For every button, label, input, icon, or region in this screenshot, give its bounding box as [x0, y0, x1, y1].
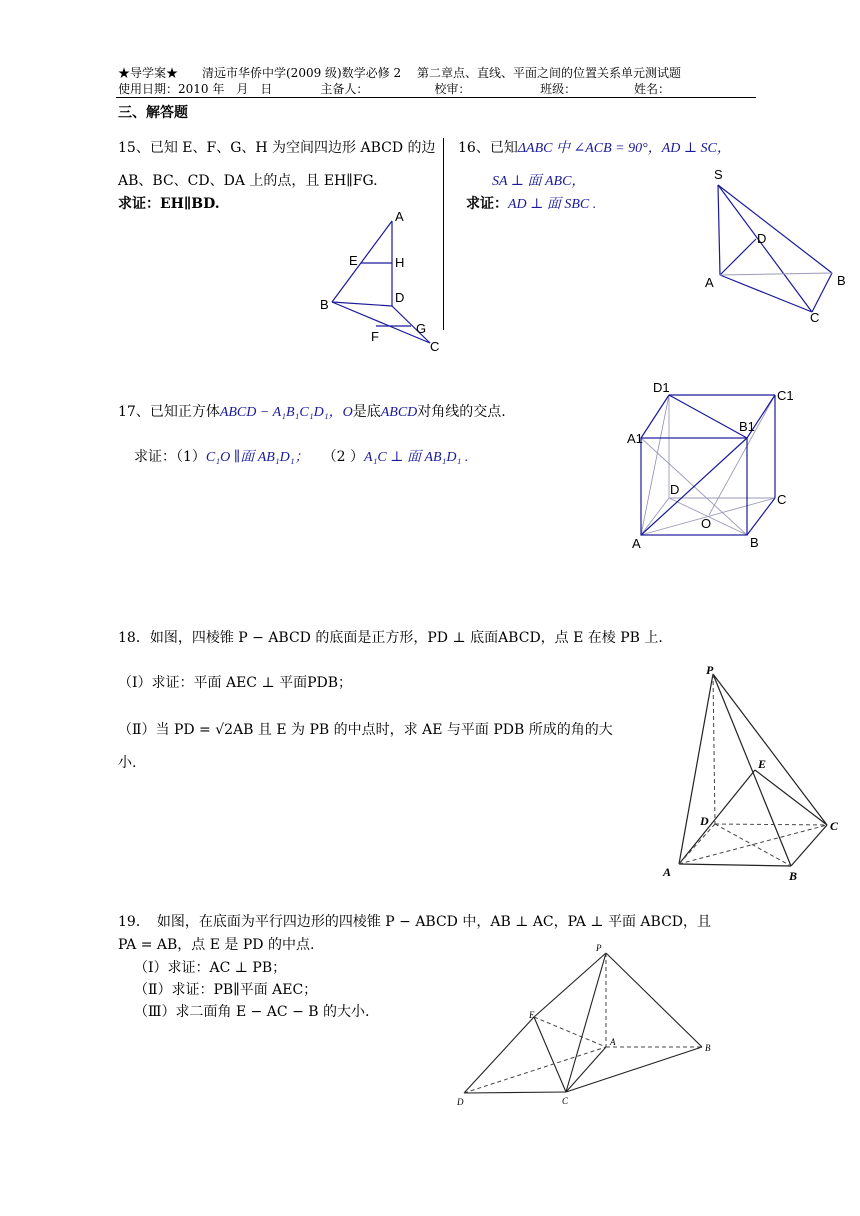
label-B: B: [789, 869, 798, 883]
label-B: B: [705, 1043, 711, 1053]
label-D: D: [670, 482, 680, 497]
q19-part-2: （Ⅱ）求证：PB∥平面 AEC；: [134, 982, 318, 998]
label-D: D: [757, 231, 767, 246]
edge-DA: [679, 824, 715, 864]
label-B: B: [750, 535, 759, 550]
column-divider: [443, 138, 444, 330]
q16-prove: [466, 193, 596, 213]
label-D: D: [457, 1097, 464, 1107]
edge-DC: [715, 824, 827, 825]
q16-line-1: [458, 137, 731, 157]
q17-line-1: [118, 401, 506, 421]
label-C: C: [562, 1096, 569, 1106]
edge-AE: [679, 770, 755, 864]
q17-prove: [134, 446, 468, 466]
q15-line-2: AB、BC、CD、DA 上的点，且 EH∥FG.: [118, 173, 378, 189]
q15-prove: 求证：EH∥BD.: [118, 196, 220, 212]
label-C: C: [777, 492, 787, 507]
edge-SA: [718, 185, 720, 275]
q16-figure: [700, 165, 850, 325]
edge-BC: [747, 498, 775, 535]
q16-line-1-math: ΔABC 中 ∠ACB = 90°，AD ⊥ SC，: [517, 141, 731, 156]
label-A1: A1: [627, 431, 643, 446]
label-A: A: [395, 209, 404, 224]
label-S: S: [714, 167, 723, 182]
q17-prove-2: A₁C ⊥ 面 AB₁D₁ .: [364, 450, 469, 465]
label-E: E: [529, 1010, 535, 1020]
label-P: P: [596, 943, 602, 953]
label-C: C: [830, 819, 839, 833]
q17-line-1-post: 是底: [352, 404, 381, 420]
label-B1: B1: [739, 419, 755, 434]
edge-CB: [812, 273, 832, 312]
label-D: D: [395, 290, 405, 305]
edge-BC: [791, 825, 827, 866]
q18-part-1: （Ⅰ）求证：平面 AEC ⊥ 平面PDB；: [118, 675, 353, 691]
q19-figure: [450, 935, 720, 1110]
label-A: A: [705, 275, 714, 290]
label-E: E: [758, 757, 767, 771]
q19-line-1: 19． 如图，在底面为平行四边形的四棱锥 P − ABCD 中，AB ⊥ AC，PA ⊥ 平面 ABCD，且: [118, 914, 712, 930]
q17-line-1-end: 对角线的交点.: [417, 404, 506, 420]
q17-line-1-prefix: 17、已知正方体: [118, 404, 220, 420]
edge-PB: [713, 674, 791, 866]
label-D1: D1: [653, 380, 670, 395]
header-line-1: ★导学案★ 清远市华侨中学(2009 级)数学必修 2 第二章点、直线、平面之间的位置关系单元测试题: [118, 66, 681, 80]
label-O: O: [701, 516, 712, 531]
label-A: A: [632, 536, 641, 551]
label-D: D: [700, 814, 709, 828]
edge-C1O: [709, 395, 775, 515]
q16-line-1-prefix: 16、已知: [458, 140, 518, 156]
q18-part-2: （Ⅱ）当 PD = √2AB 且 E 为 PB 的中点时，求 AE 与平面 PDB 所成的角的大: [118, 722, 613, 738]
edge-PC: [566, 953, 606, 1092]
edge-D1B1: [669, 395, 747, 438]
edge-AD: [720, 239, 756, 275]
edge-AB: [679, 864, 791, 866]
edge-PB: [606, 953, 702, 1047]
q17-line-1-math2: ABCD: [380, 405, 418, 420]
label-F: F: [371, 329, 379, 344]
edge-AB: [332, 221, 392, 302]
q19-line-2: PA = AB，点 E 是 PD 的中点.: [118, 937, 315, 953]
q18-line-1: 18．如图，四棱锥 P − ABCD 的底面是正方形，PD ⊥ 底面ABCD，点 E 在棱 PB 上.: [118, 630, 663, 646]
label-B: B: [320, 297, 329, 312]
edge-PC: [713, 674, 827, 825]
edge-PD: [713, 674, 715, 824]
label-C: C: [810, 310, 820, 325]
edge-AB: [720, 273, 832, 275]
header-rule: [116, 97, 756, 98]
q17-prove-1: C₁O ∥面 AB₁D₁；: [205, 450, 302, 465]
q16-line-2: SA ⊥ 面 ABC，: [492, 174, 586, 189]
q18-figure: [655, 660, 850, 885]
edge-DB: [715, 824, 791, 866]
edge-PA: [679, 674, 713, 864]
label-P: P: [706, 663, 714, 677]
label-G: G: [416, 321, 427, 336]
q15-figure: [315, 205, 450, 360]
edge-PE: [534, 953, 606, 1017]
label-A: A: [610, 1037, 616, 1047]
section-title: 三、解答题: [118, 105, 188, 121]
q17-line-1-math: ABCD − A₁B₁C₁D₁，O: [219, 405, 353, 420]
q19-part-3: （Ⅲ）求二面角 E − AC − B 的大小.: [134, 1004, 370, 1020]
edge-DC: [464, 1092, 566, 1093]
edge-AD: [641, 498, 669, 535]
label-C: C: [430, 339, 440, 354]
label-A: A: [663, 865, 672, 879]
q16-prove-math: AD ⊥ 面 SBC .: [508, 197, 597, 212]
label-B: B: [837, 273, 846, 288]
q17-figure: [625, 375, 800, 555]
label-E: E: [349, 253, 358, 268]
q17-prove-label: 求证：（1）: [134, 449, 206, 465]
q18-part-2b: 小.: [118, 755, 137, 771]
q19-part-1: （Ⅰ）求证：AC ⊥ PB；: [134, 960, 287, 976]
q17-prove-2-label: （2 ）: [329, 449, 365, 465]
q16-prove-label: 求证：: [466, 196, 508, 212]
q15-line-1: 15、已知 E、F、G、H 为空间四边形 ABCD 的边: [118, 140, 436, 156]
label-H: H: [395, 255, 405, 270]
label-C1: C1: [777, 388, 794, 403]
header-line-2: 使用日期：2010 年 月 日 主备人： 校审： 班级： 姓名：: [118, 82, 670, 96]
